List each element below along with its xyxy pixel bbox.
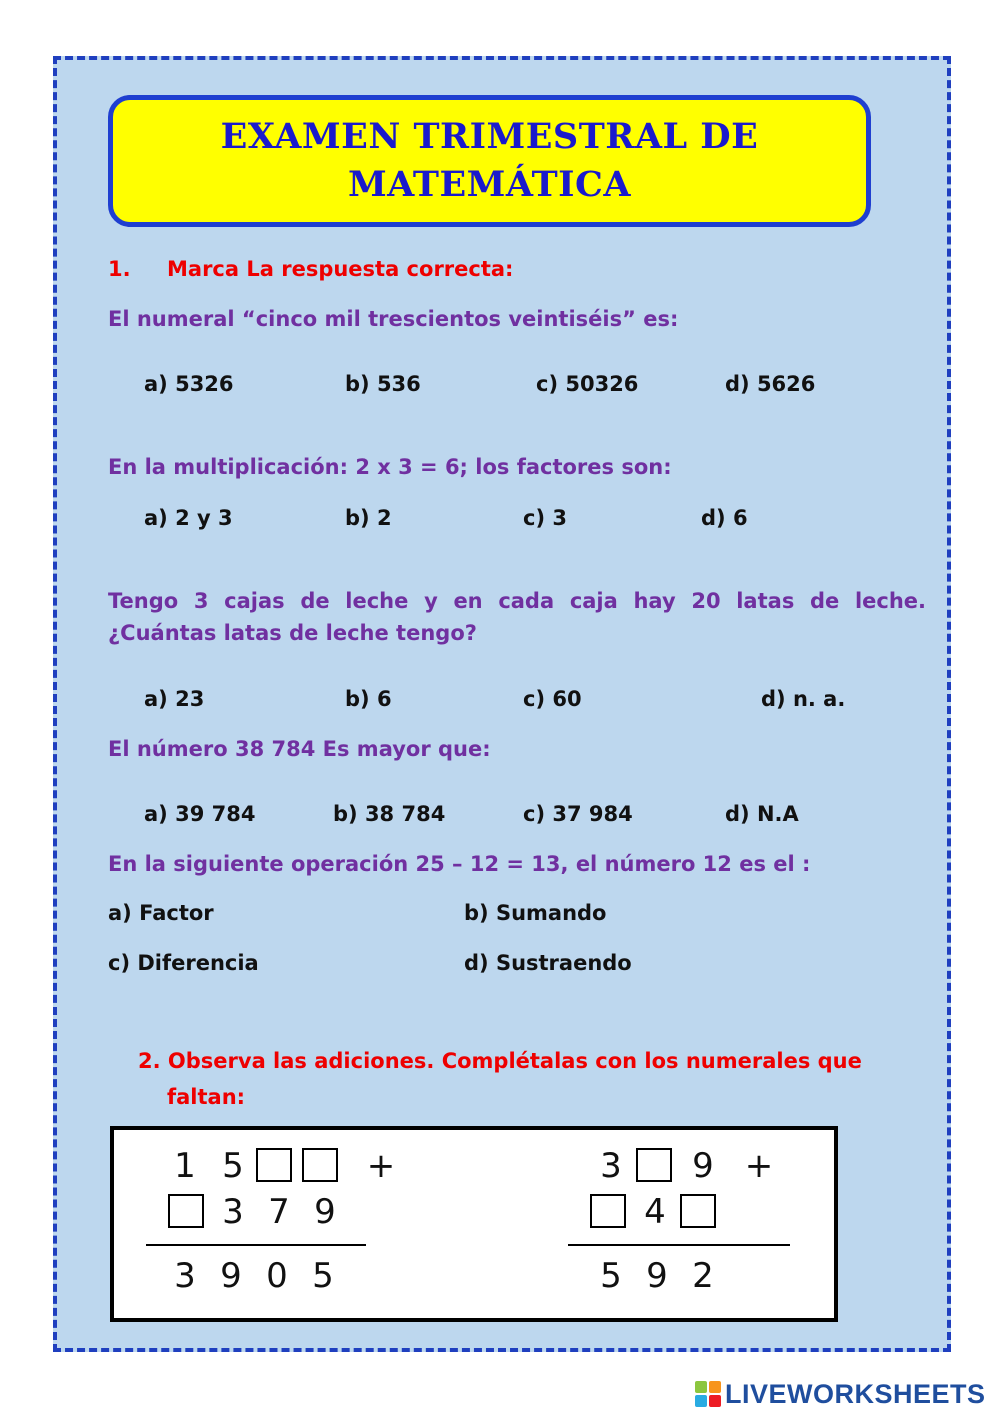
q2-option-d[interactable]: d) 6	[701, 506, 748, 530]
add2-row2-digit: 4	[644, 1192, 666, 1232]
q1-option-d[interactable]: d) 5626	[725, 372, 816, 396]
add1-row2-digit: 7	[268, 1192, 290, 1232]
add1-plus-sign: +	[366, 1146, 396, 1186]
add2-blank-box[interactable]	[590, 1194, 626, 1228]
q5-option-d[interactable]: d) Sustraendo	[464, 951, 632, 975]
title-line-2: MATEMÁTICA	[347, 164, 632, 205]
add1-row1-digit: 5	[222, 1146, 244, 1186]
q3-word: latas	[736, 589, 795, 613]
q3-option-c[interactable]: c) 60	[523, 687, 582, 711]
q3-word: leche.	[854, 589, 926, 613]
q3-word: Tengo	[108, 589, 179, 613]
add1-result-digit: 5	[312, 1256, 334, 1296]
q3-word: de	[300, 589, 330, 613]
q3-word: de	[809, 589, 840, 613]
add2-blank-box[interactable]	[680, 1194, 716, 1228]
additions-box	[110, 1126, 838, 1322]
q5-option-a[interactable]: a) Factor	[108, 901, 214, 925]
section-1-number: 1.	[108, 257, 131, 281]
add2-sum-line	[568, 1244, 790, 1246]
add2-blank-box[interactable]	[636, 1148, 672, 1182]
add1-blank-box[interactable]	[256, 1148, 292, 1182]
q3-word: cada	[498, 589, 555, 613]
add2-row1-digit: 3	[600, 1146, 622, 1186]
q3-option-b[interactable]: b) 6	[345, 687, 392, 711]
q4-option-d[interactable]: d) N.A	[725, 802, 799, 826]
q2-option-c[interactable]: c) 3	[523, 506, 567, 530]
question-3-text-line-2: ¿Cuántas latas de leche tengo?	[108, 621, 477, 645]
title-line-1: EXAMEN TRIMESTRAL DE	[220, 116, 759, 157]
add1-result-digit: 0	[266, 1256, 288, 1296]
q3-word: hay	[633, 589, 676, 613]
add1-result-digit: 9	[220, 1256, 242, 1296]
question-1-text: El numeral “cinco mil trescientos veintiséis” es:	[108, 307, 679, 331]
add2-result-digit: 2	[692, 1256, 714, 1296]
q5-option-b[interactable]: b) Sumando	[464, 901, 607, 925]
liveworksheets-icon	[695, 1381, 721, 1407]
add1-blank-box[interactable]	[302, 1148, 338, 1182]
q3-word: en	[453, 589, 483, 613]
q3-option-d[interactable]: d) n. a.	[761, 687, 846, 711]
q4-option-a[interactable]: a) 39 784	[144, 802, 256, 826]
question-5-text: En la siguiente operación 25 – 12 = 13, el número 12 es el :	[108, 852, 811, 876]
q2-option-b[interactable]: b) 2	[345, 506, 392, 530]
question-2-text: En la multiplicación: 2 x 3 = 6; los factores son:	[108, 455, 672, 479]
q3-word: caja	[569, 589, 618, 613]
add1-row1-digit: 1	[174, 1146, 196, 1186]
add2-plus-sign: +	[744, 1146, 774, 1186]
add1-blank-box[interactable]	[168, 1194, 204, 1228]
section-1-heading: Marca La respuesta correcta:	[167, 257, 514, 281]
question-4-text: El número 38 784 Es mayor que:	[108, 737, 491, 761]
q3-option-a[interactable]: a) 23	[144, 687, 205, 711]
add1-row2-digit: 3	[222, 1192, 244, 1232]
q1-option-a[interactable]: a) 5326	[144, 372, 234, 396]
q1-option-b[interactable]: b) 536	[345, 372, 421, 396]
q3-word: 20	[691, 589, 721, 613]
q3-word: 3	[193, 589, 209, 613]
add2-result-digit: 5	[600, 1256, 622, 1296]
add1-row2-digit: 9	[314, 1192, 336, 1232]
add2-result-digit: 9	[646, 1256, 668, 1296]
add2-row1-digit: 9	[692, 1146, 714, 1186]
add1-result-digit: 3	[174, 1256, 196, 1296]
section-2-heading-line-2: faltan:	[167, 1085, 246, 1109]
question-3-text-line-1	[108, 589, 926, 613]
q4-option-b[interactable]: b) 38 784	[333, 802, 446, 826]
q1-option-c[interactable]: c) 50326	[536, 372, 639, 396]
q3-word: leche	[345, 589, 409, 613]
q2-option-a[interactable]: a) 2 y 3	[144, 506, 233, 530]
title-banner	[108, 95, 871, 227]
liveworksheets-text: LIVEWORKSHEETS	[725, 1378, 986, 1409]
q5-option-c[interactable]: c) Diferencia	[108, 951, 259, 975]
q3-word: y	[424, 589, 438, 613]
add1-sum-line	[146, 1244, 366, 1246]
q3-word: cajas	[224, 589, 285, 613]
liveworksheets-logo	[695, 1378, 995, 1410]
section-2-heading-line-1: 2. Observa las adiciones. Complétalas con los numerales que	[138, 1049, 862, 1073]
q4-option-c[interactable]: c) 37 984	[523, 802, 633, 826]
